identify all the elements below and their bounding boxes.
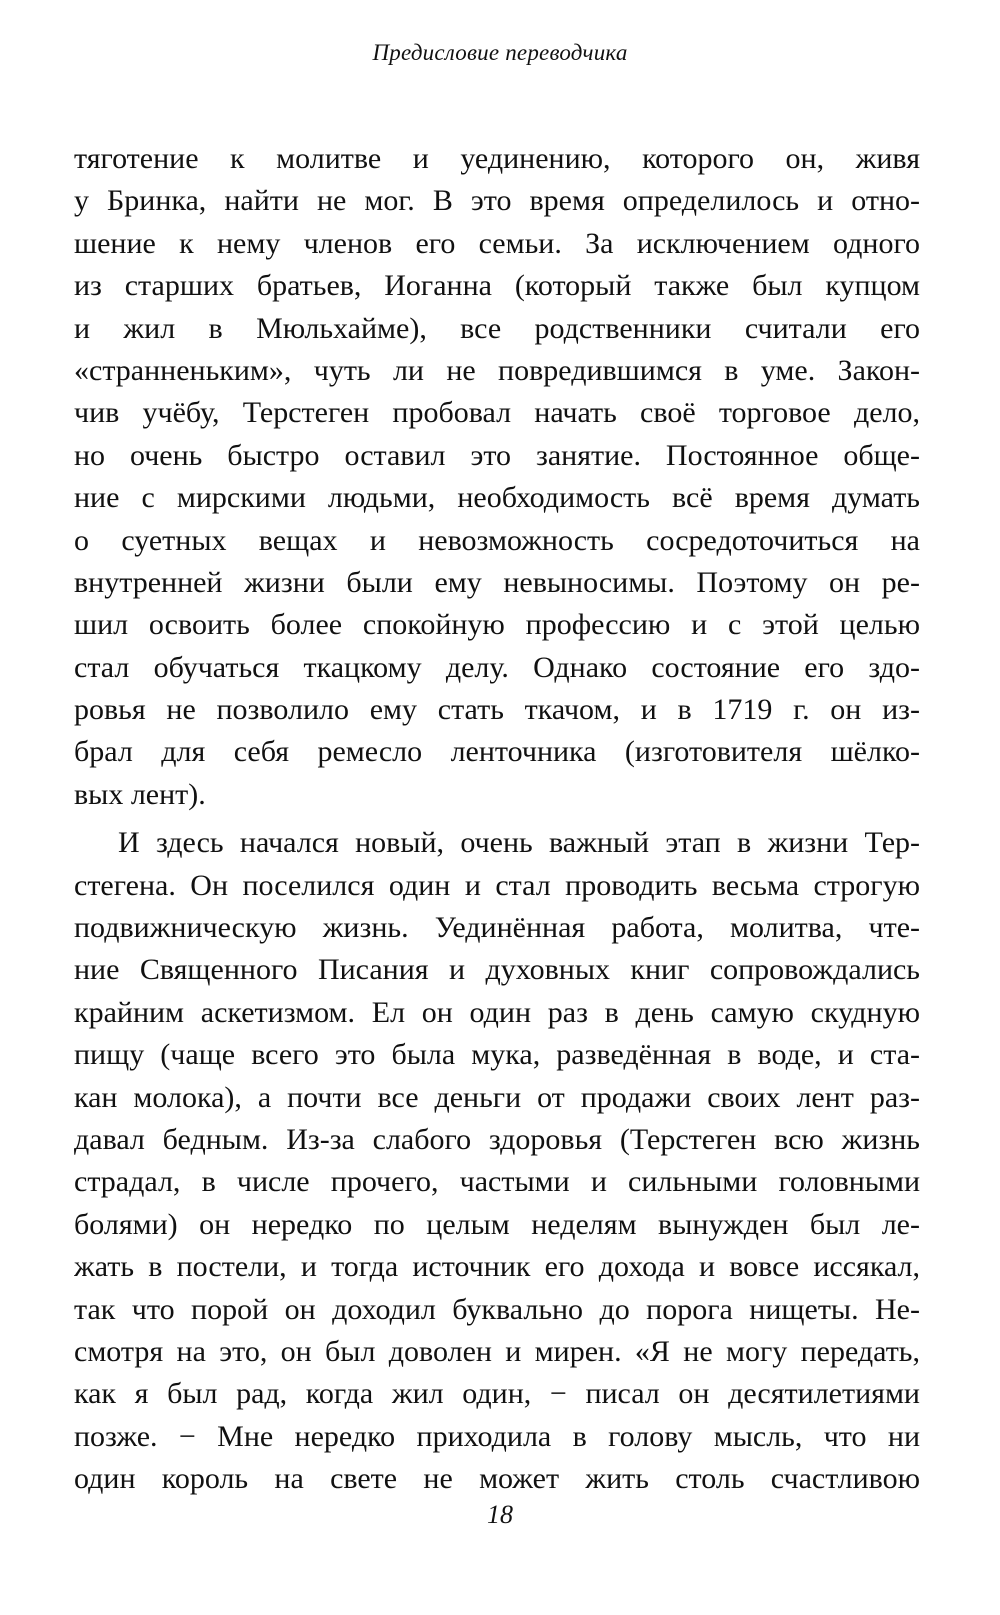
running-head: Предисловие переводчика <box>372 40 628 65</box>
text-line: кан молока), а почти все деньги от продажи своих лент раз- <box>74 1080 920 1114</box>
text-line: шил освоить более спокойную профессию и с этой целью <box>74 608 920 642</box>
text-line: болями) он нередко по целым неделям вынужден был ле- <box>74 1207 920 1241</box>
text-line: подвижническую жизнь. Уединённая работа, молитва, чте- <box>74 911 920 945</box>
text-line: ние Священного Писания и духовных книг сопровождались <box>74 953 920 987</box>
text-line: шение к нему членов его семьи. За исключением одного <box>74 226 920 260</box>
paragraph-2 <box>74 822 920 1500</box>
text-line: как я был рад, когда жил один, − писал он десятилетиями <box>74 1377 920 1411</box>
text-line: из старших братьев, Иоганна (который также был купцом <box>74 269 920 303</box>
body-text <box>74 138 920 1501</box>
text-line: один король на свете не может жить столь счастливою <box>74 1462 920 1496</box>
text-line: но очень быстро оставил это занятие. Постоянное обще- <box>74 438 920 472</box>
text-line: ровья не позволило ему стать ткачом, и в 1719 г. он из- <box>74 693 920 727</box>
text-line: позже. − Мне нередко приходила в голову мысль, что ни <box>74 1419 920 1453</box>
text-line: страдал, в числе прочего, частыми и сильными головными <box>74 1165 920 1199</box>
text-line: крайним аскетизмом. Ел он один раз в день самую скудную <box>74 995 920 1029</box>
text-line: тяготение к молитве и уединению, которого он, живя <box>74 142 920 175</box>
text-line: брал для себя ремесло ленточника (изготовителя шёлко- <box>74 735 920 769</box>
text-line: так что порой он доходил буквально до порога нищеты. Не- <box>74 1292 920 1326</box>
text-line: давал бедным. Из-за слабого здоровья (Терстеген всю жизнь <box>74 1122 920 1156</box>
text-line-last: вых лент). <box>74 777 206 811</box>
text-line: жать в постели, и тогда источник его дохода и вовсе иссякал, <box>74 1250 920 1284</box>
text-line: о суетных вещах и невозможность сосредоточиться на <box>74 523 920 557</box>
text-line: стегена. Он поселился один и стал проводить весьма строгую <box>74 868 920 902</box>
text-line-indented: И здесь начался новый, очень важный этап в жизни Тер- <box>118 826 920 860</box>
text-line: и жил в Мюльхайме), все родственники считали его <box>74 311 920 345</box>
text-line: чив учёбу, Терстеген пробовал начать своё торговое дело, <box>74 396 920 430</box>
text-line: внутренней жизни были ему невыносимы. Поэтому он ре- <box>74 565 920 599</box>
text-line: стал обучаться ткацкому делу. Однако состояние его здо- <box>74 650 920 684</box>
text-line: ние с мирскими людьми, необходимость всё время думать <box>74 481 920 515</box>
text-line: пищу (чаще всего это была мука, разведённая в воде, и ста- <box>74 1038 920 1072</box>
text-line: смотря на это, он был доволен и мирен. «Я не могу передать, <box>74 1334 920 1368</box>
text-line: у Бринка, найти не мог. В это время определилось и отно- <box>74 184 920 218</box>
page-number: 18 <box>487 1500 513 1529</box>
paragraph-1 <box>74 138 920 816</box>
text-line: «странненьким», чуть ли не повредившимся в уме. Закон- <box>74 353 920 387</box>
